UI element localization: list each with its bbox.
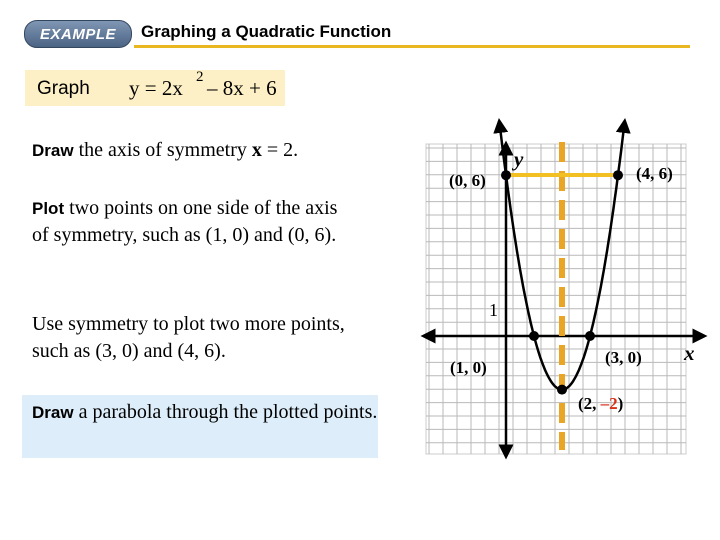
vertex-label-open: (2, — [578, 394, 601, 413]
vertex-label-close: ) — [617, 394, 624, 413]
step-text: two points on one side of the axis of symmetry, such as (1, 0) and (0, 6). — [32, 197, 338, 246]
step-keyword: Plot — [32, 199, 65, 218]
x-axis-label: x — [684, 341, 695, 365]
plotted-point — [557, 385, 567, 395]
step-keyword: Draw — [32, 403, 74, 422]
task-exponent: 2 — [196, 69, 204, 85]
point-label-1-0: (1, 0) — [450, 358, 487, 377]
step-keyword: Draw — [32, 141, 74, 160]
vertex-label — [578, 394, 623, 413]
plotted-point — [613, 170, 623, 180]
point-label-3-0: (3, 0) — [605, 348, 642, 367]
plotted-point — [529, 331, 539, 341]
point-label-4-6: (4, 6) — [636, 164, 673, 183]
task-lead: Graph — [37, 78, 90, 99]
plotted-point — [501, 170, 511, 180]
step-math: x — [251, 139, 262, 161]
step-tail: = 2. — [261, 139, 299, 161]
task-equation-rest: – 8x + 6 — [207, 76, 277, 100]
example-badge-label: EXAMPLE — [39, 25, 116, 43]
plotted-point — [585, 331, 595, 341]
tick-label-1: 1 — [489, 300, 498, 320]
page-title: Graphing a Quadratic Function — [141, 22, 392, 41]
step-text: a parabola through the plotted points. — [73, 401, 378, 423]
y-axis-label: y — [514, 147, 524, 171]
point-label-0-6: (0, 6) — [449, 171, 486, 190]
task-equation: y = 2x — [129, 76, 183, 100]
graph-panel — [426, 144, 686, 454]
vertex-label-value: –2 — [600, 394, 618, 413]
step-text: Use symmetry to plot two more points, such as (3, 0) and (4, 6). — [32, 313, 345, 362]
step-text: the axis of symmetry — [73, 139, 252, 161]
